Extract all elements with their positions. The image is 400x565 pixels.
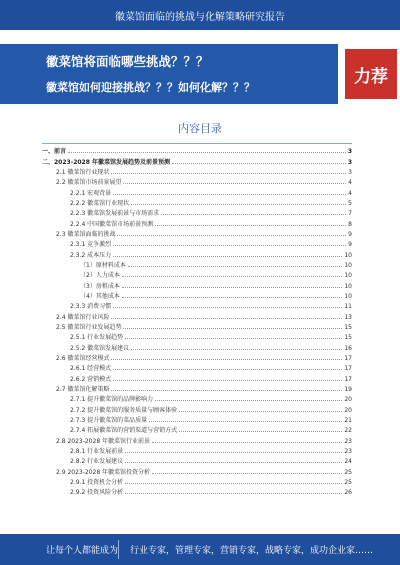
toc-entry-page: 17 — [344, 354, 352, 362]
toc-entry-label: 2.8 2023-2028 年徽菜馆行业前景 — [56, 437, 151, 445]
toc-entry[interactable] — [42, 321, 352, 331]
toc-leader-dots — [123, 328, 342, 329]
toc-leader-dots — [131, 204, 346, 205]
toc-entry-label: 2.2.3 徽菜馆发展前景与市场需求 — [70, 210, 160, 218]
toc-entry[interactable] — [42, 352, 352, 362]
toc-entry-label: 2.6.2 营销模式 — [70, 375, 112, 383]
toc-leader-dots — [111, 390, 342, 391]
toc-leader-dots — [155, 225, 346, 226]
toc-leader-dots — [111, 318, 342, 319]
toc-entry-label: 2.8.2 行业发展建议 — [70, 458, 124, 466]
toc-leader-dots — [113, 380, 342, 381]
toc-entry-label: 2.7 徽菜馆化解策略 — [56, 385, 110, 393]
toc-entry-page: 4 — [348, 189, 352, 197]
toc-entry-label: 2.8.1 行业发展前景 — [70, 447, 124, 455]
toc-entry-page: 13 — [344, 313, 352, 321]
toc-leader-dots — [125, 493, 342, 494]
toc-entry-page: 23 — [344, 447, 352, 455]
toc-leader-dots — [128, 266, 343, 267]
toc-leader-dots — [179, 431, 342, 432]
toc-leader-dots — [123, 183, 346, 184]
toc-entry-page: 22 — [344, 427, 352, 435]
hero-title: 徽菜馆将面临哪些挑战？？？ — [46, 54, 209, 69]
toc-entry-page: 8 — [348, 220, 352, 228]
toc-entry-label: （2）人力成本 — [80, 272, 120, 280]
toc-entry-page: 21 — [344, 416, 352, 424]
toc-leader-dots — [161, 214, 346, 215]
toc-entry-page: 3 — [348, 168, 352, 176]
toc-leader-dots — [113, 194, 346, 195]
toc-entry[interactable] — [42, 207, 352, 217]
hero-banner — [0, 44, 400, 104]
toc-entry-label: 2.4 徽菜馆行业风险 — [56, 313, 110, 321]
toc-entry[interactable] — [42, 341, 352, 351]
toc-entry-page: 9 — [348, 230, 352, 238]
toc-entry-label: 2.3 徽菜馆面临的挑战 — [56, 230, 116, 238]
toc-entry-page: 20 — [344, 396, 352, 404]
toc-entry-label: 2.7.4 拓展徽菜馆的营销渠道与营销方式 — [70, 427, 178, 435]
toc-leader-dots — [179, 411, 342, 412]
toc-entry-label: 2.9.2 投资风险分析 — [70, 489, 124, 497]
toc-entry[interactable] — [42, 465, 352, 475]
toc-entry[interactable] — [42, 486, 352, 496]
toc-entry[interactable] — [42, 217, 352, 227]
toc-entry-label: 2.5.2 徽菜馆发展建议 — [70, 344, 130, 352]
toc-entry[interactable] — [42, 238, 352, 248]
toc-entry-page: 17 — [344, 375, 352, 383]
toc-entry[interactable] — [42, 414, 352, 424]
toc-leader-dots — [172, 163, 346, 164]
toc-entry-page: 4 — [348, 179, 352, 187]
toc-entry[interactable] — [42, 145, 352, 155]
toc-entry-label: 2.1 徽菜馆行业现状 — [56, 168, 110, 176]
toc-entry[interactable] — [42, 393, 352, 403]
toc-entry[interactable] — [42, 455, 352, 465]
toc-leader-dots — [117, 235, 346, 236]
toc-leader-dots — [113, 245, 346, 246]
toc-leader-dots — [131, 349, 342, 350]
toc-leader-dots — [155, 400, 342, 401]
toc-entry[interactable] — [42, 279, 352, 289]
toc-entry[interactable] — [42, 424, 352, 434]
toc-entry-label: 2.7.1 提升徽菜馆的品牌影响力 — [70, 396, 154, 404]
toc-entry-page: 10 — [344, 272, 352, 280]
toc-entry-page: 10 — [344, 282, 352, 290]
toc-entry-page: 3 — [347, 148, 352, 156]
toc-entry-label: 2.2.4 中国徽菜馆市场前景预测 — [70, 220, 154, 228]
toc-entry[interactable] — [42, 186, 352, 196]
toc-entry[interactable] — [42, 310, 352, 320]
toc-entry[interactable] — [42, 434, 352, 444]
toc-entry-label: 2.6 徽菜馆经营模式 — [56, 354, 110, 362]
toc-entry-page: 19 — [344, 385, 352, 393]
toc-entry-label: （4）其他成本 — [80, 292, 120, 300]
toc-entry-label: 2.3.1 竞争激烈 — [70, 241, 112, 249]
toc-leader-dots — [149, 421, 342, 422]
table-of-contents — [42, 145, 352, 496]
toc-entry-page: 3 — [347, 158, 352, 166]
toc-entry[interactable] — [42, 290, 352, 300]
toc-divider — [42, 143, 352, 144]
toc-entry-label: 二、2023-2028 年徽菜馆发展趋势及前景预测 — [42, 158, 170, 166]
toc-entry-label: 2.2.2 徽菜馆行业现状 — [70, 199, 130, 207]
toc-entry[interactable] — [42, 259, 352, 269]
recommend-badge: 力荐 — [345, 49, 397, 99]
toc-entry[interactable] — [42, 445, 352, 455]
toc-entry-label: 一、前言 — [42, 148, 67, 156]
toc-leader-dots — [122, 276, 343, 277]
hero-subtitle: 徽菜馆如何迎接挑战？？？如何化解？？？ — [46, 81, 255, 94]
toc-entry-page: 25 — [344, 478, 352, 486]
toc-heading: 内容目录 — [178, 122, 222, 135]
toc-entry[interactable] — [42, 228, 352, 238]
toc-entry-page: 26 — [344, 489, 352, 497]
toc-leader-dots — [68, 152, 346, 153]
toc-entry-page: 20 — [344, 406, 352, 414]
footer-divider — [118, 540, 119, 559]
footer-bar — [0, 534, 400, 565]
document-header-bar — [0, 0, 400, 30]
toc-entry[interactable] — [42, 383, 352, 393]
toc-leader-dots — [125, 338, 342, 339]
toc-entry[interactable] — [42, 300, 352, 310]
toc-entry[interactable] — [42, 269, 352, 279]
toc-entry-label: 2.3.2 成本压力 — [70, 251, 112, 259]
footer-slogan: 让每个人都能成为 — [46, 546, 119, 556]
toc-entry[interactable] — [42, 476, 352, 486]
toc-entry-page: 5 — [348, 199, 352, 207]
toc-entry-label: 2.7.3 提升徽菜馆的菜品质量 — [70, 416, 148, 424]
toc-leader-dots — [152, 473, 342, 474]
toc-entry-label: （1）原材料成本 — [80, 261, 126, 269]
toc-entry-label: 2.5.1 行业发展趋势 — [70, 334, 124, 342]
toc-entry-label: 2.2.1 宏观背景 — [70, 189, 112, 197]
toc-entry-page: 15 — [344, 323, 352, 331]
toc-entry[interactable] — [42, 372, 352, 382]
toc-entry-page: 10 — [344, 292, 352, 300]
toc-entry-page: 17 — [344, 365, 352, 373]
toc-entry[interactable] — [42, 331, 352, 341]
toc-leader-dots — [152, 442, 342, 443]
toc-entry[interactable] — [42, 403, 352, 413]
document-header-title: 徽菜馆面临的挑战与化解策略研究报告 — [115, 11, 285, 23]
toc-entry-page: 10 — [344, 251, 352, 259]
toc-entry-label: 2.6.1 经营模式 — [70, 365, 112, 373]
toc-entry-label: 2.2 徽菜馆市场前景展望 — [56, 179, 122, 187]
toc-entry-page: 11 — [344, 303, 352, 311]
toc-leader-dots — [125, 483, 342, 484]
toc-entry-page: 24 — [344, 458, 352, 466]
toc-entry[interactable] — [42, 197, 352, 207]
toc-entry-page: 15 — [344, 334, 352, 342]
toc-entry-page: 23 — [344, 437, 352, 445]
toc-entry-label: 2.3.3 消费习惯 — [70, 303, 112, 311]
toc-entry[interactable] — [42, 248, 352, 258]
toc-entry-page: 10 — [344, 261, 352, 269]
toc-entry-label: 2.9 2023-2028 年徽菜馆投资分析 — [56, 468, 151, 476]
toc-entry-label: 2.5 徽菜馆行业发展趋势 — [56, 323, 122, 331]
toc-leader-dots — [113, 307, 342, 308]
toc-entry-page: 16 — [344, 344, 352, 352]
toc-entry[interactable] — [42, 362, 352, 372]
toc-leader-dots — [122, 297, 343, 298]
toc-leader-dots — [113, 256, 342, 257]
toc-entry[interactable] — [42, 155, 352, 165]
toc-entry-page: 9 — [348, 241, 352, 249]
toc-entry-page: 7 — [348, 210, 352, 218]
toc-leader-dots — [125, 452, 342, 453]
toc-leader-dots — [113, 369, 342, 370]
toc-entry[interactable] — [42, 166, 352, 176]
toc-entry-label: 2.9.1 投资机会分析 — [70, 478, 124, 486]
toc-leader-dots — [111, 359, 342, 360]
toc-leader-dots — [125, 462, 342, 463]
toc-entry-label: 2.7.2 提升徽菜馆的服务质量与顾客体验 — [70, 406, 178, 414]
toc-entry-page: 25 — [344, 468, 352, 476]
toc-leader-dots — [122, 287, 343, 288]
toc-entry[interactable] — [42, 176, 352, 186]
toc-leader-dots — [111, 173, 346, 174]
toc-entry-label: （3）房租成本 — [80, 282, 120, 290]
footer-tagline: 行业专家，管理专家，营销专家，战略专家，成功企业家…… — [130, 546, 374, 556]
